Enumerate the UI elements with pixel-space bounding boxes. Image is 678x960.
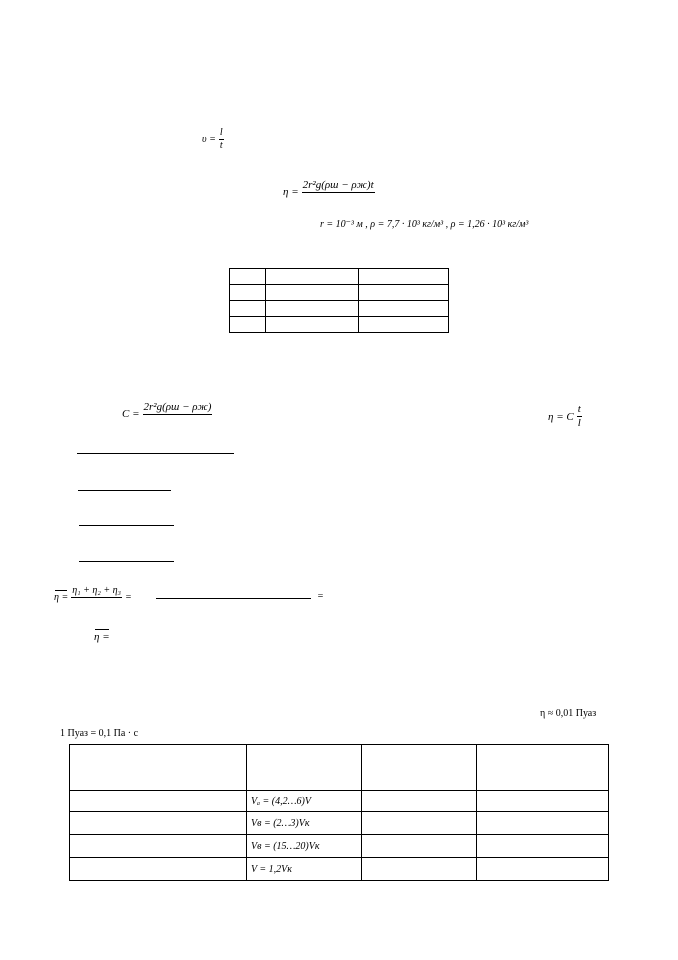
volume-table — [69, 744, 609, 881]
mean-formula — [54, 586, 132, 609]
eta-c-numerator: t — [577, 403, 581, 415]
constant-c-numerator: 2r²g(ρш − ρж) — [143, 401, 212, 413]
table-cell: Vₐ = (4,2…6)V — [247, 791, 362, 812]
eta-c-formula — [548, 404, 582, 429]
table-cell — [362, 858, 477, 881]
velocity-lhs: υ = — [202, 134, 216, 145]
table-cell — [362, 812, 477, 835]
table-cell — [362, 791, 477, 812]
table-cell — [359, 301, 449, 317]
table-cell — [70, 835, 247, 858]
blank-line-mean — [156, 598, 311, 599]
table-cell: V = 1,2Vк — [247, 858, 362, 881]
table-cell — [266, 301, 359, 317]
viscosity-lhs: η = — [283, 186, 299, 198]
velocity-denominator: t — [219, 140, 223, 151]
velocity-fraction — [219, 128, 224, 151]
table-cell — [359, 285, 449, 301]
table-cell: Vв = (15…20)Vк — [247, 835, 362, 858]
blank-line-eta1 — [78, 490, 171, 491]
table-cell — [362, 835, 477, 858]
mean-equals: = — [125, 592, 132, 603]
mean-end-equals: = — [317, 591, 324, 602]
viscosity-fraction — [302, 180, 375, 204]
eta-c-lhs: η = C — [548, 410, 574, 423]
table-cell — [362, 745, 477, 791]
table-cell — [70, 858, 247, 881]
table-cell — [359, 317, 449, 333]
table-cell — [477, 812, 609, 835]
table-cell — [477, 858, 609, 881]
eta-c-fraction — [577, 404, 582, 429]
parameters-line: r = 10⁻³ м , ρ = 7,7 · 10³ кг/м³ , ρ = 1,26 · 10³ кг/м³ — [320, 219, 529, 230]
mean-numerator: η₁ + η₂ + η₃ — [72, 585, 122, 596]
table-cell — [477, 791, 609, 812]
unit-conversion: 1 Пуаз = 0,1 Па · с — [60, 728, 139, 739]
table-cell — [70, 791, 247, 812]
velocity-formula — [202, 128, 224, 151]
table-cell: Vв = (2…3)Vк — [247, 812, 362, 835]
table-cell — [230, 301, 266, 317]
measurement-table — [229, 268, 449, 333]
table-cell — [230, 317, 266, 333]
table-cell — [70, 812, 247, 835]
table-cell — [230, 269, 266, 285]
mean-lhs: η = — [54, 592, 69, 603]
constant-c-lhs: C = — [122, 408, 140, 420]
table-cell — [359, 269, 449, 285]
table-cell — [70, 745, 247, 791]
constant-c-fraction — [143, 402, 213, 426]
mean-fraction — [71, 586, 122, 609]
blank-line-eta2 — [79, 525, 174, 526]
table-cell — [266, 285, 359, 301]
table-cell — [230, 285, 266, 301]
constant-c-formula — [122, 402, 212, 426]
table-cell — [266, 269, 359, 285]
table-cell — [266, 317, 359, 333]
mean-result: η = — [94, 631, 110, 643]
table-cell — [477, 745, 609, 791]
eta-c-denominator: l — [577, 417, 581, 429]
table-cell — [477, 835, 609, 858]
table-cell — [247, 745, 362, 791]
velocity-numerator: l — [219, 127, 223, 138]
blank-line-eta3 — [79, 561, 174, 562]
viscosity-numerator: 2r²g(ρш − ρж)t — [302, 179, 374, 191]
approx-value: η ≈ 0,01 Пуаз — [540, 708, 597, 719]
viscosity-formula — [283, 180, 375, 204]
blank-line-c — [77, 453, 234, 454]
